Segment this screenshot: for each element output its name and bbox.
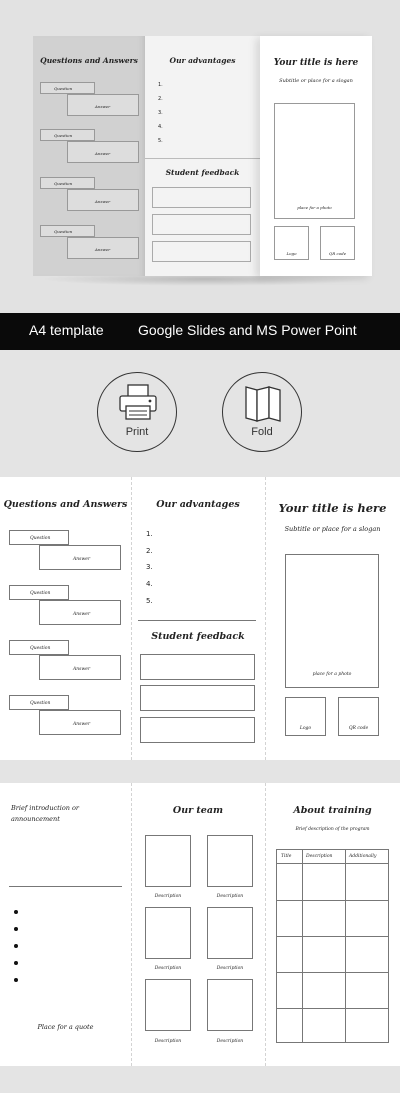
print-label: Print xyxy=(125,426,149,438)
print-badge xyxy=(97,372,177,452)
trifold-icon xyxy=(242,383,284,423)
apps-label: Google Slides and MS Power Point xyxy=(138,322,357,338)
training-subtitle: Brief description of the program xyxy=(295,827,370,832)
mockup-question-box: Question xyxy=(40,225,95,237)
intro-title: Brief introduction or announcement xyxy=(11,804,80,823)
mockup-answer-box: Answer xyxy=(67,94,139,116)
photo-frame xyxy=(285,554,379,688)
logo-frame xyxy=(285,697,326,736)
table-row-line xyxy=(277,1008,388,1009)
table-row-line xyxy=(277,900,388,901)
mockup-question-box: Question xyxy=(40,177,95,189)
outside-sheet xyxy=(0,477,400,760)
cover-title: Your title is here xyxy=(278,501,387,515)
team-title: Our team xyxy=(172,805,224,816)
table-row-line xyxy=(277,972,388,973)
qa-title: Questions and Answers xyxy=(3,499,128,510)
mockup-cover-subtitle: Subtitle or place for a slogan xyxy=(279,78,353,84)
answer-box: Answer xyxy=(39,710,121,735)
advantage-number: 1. xyxy=(146,530,153,538)
advantage-number: 5. xyxy=(146,597,153,605)
question-box: Question xyxy=(9,585,69,600)
qr-label: QR code xyxy=(348,726,369,731)
mockup-advantage-number: 2. xyxy=(158,96,163,102)
advantage-number: 3. xyxy=(146,563,153,571)
advantages-title: Our advantages xyxy=(156,499,240,510)
table-header-cell: Description xyxy=(306,854,333,859)
mockup-panel-advantages xyxy=(145,36,260,276)
mockup-photo-label: place for a photo xyxy=(297,205,332,210)
mockup-question-box: Question xyxy=(40,129,95,141)
answer-box: Answer xyxy=(39,600,121,625)
fold-line xyxy=(265,477,266,760)
advantage-number: 2. xyxy=(146,547,153,555)
fold-line xyxy=(131,477,132,760)
mockup-cover-title: Your title is here xyxy=(273,58,359,68)
team-description: Description xyxy=(216,894,244,899)
mockup-photo-frame xyxy=(274,103,355,219)
team-photo xyxy=(207,907,253,959)
photo-label: place for a photo xyxy=(312,672,352,677)
bullet-point xyxy=(14,927,18,931)
question-box: Question xyxy=(9,530,69,545)
team-photo xyxy=(145,907,191,959)
mockup-advantage-number: 3. xyxy=(158,110,163,116)
icons-section xyxy=(0,350,400,450)
table-column-line xyxy=(345,850,346,1042)
mockup-feedback-box xyxy=(152,187,251,208)
bullet-point xyxy=(14,910,18,914)
intro-divider xyxy=(9,886,122,887)
quote-label: Place for a quote xyxy=(37,1023,94,1031)
team-photo xyxy=(207,979,253,1031)
table-header-cell: Title xyxy=(281,854,292,859)
mockup-logo-label: Logo xyxy=(286,251,297,256)
bullet-point xyxy=(14,978,18,982)
team-description: Description xyxy=(216,1039,244,1044)
mockup-panel-cover xyxy=(260,36,372,276)
mockup-advantage-number: 5. xyxy=(158,138,163,144)
mockup-answer-box: Answer xyxy=(67,141,139,163)
mockup-feedback-box xyxy=(152,214,251,235)
feedback-box xyxy=(140,654,255,680)
answer-box: Answer xyxy=(39,655,121,680)
fold-badge xyxy=(222,372,302,452)
template-label: A4 template xyxy=(29,322,104,338)
advantage-number: 4. xyxy=(146,580,153,588)
team-description: Description xyxy=(154,966,182,971)
logo-label: Logo xyxy=(299,726,312,731)
mockup-feedback-box xyxy=(152,241,251,262)
mockup-logo-frame xyxy=(274,226,309,260)
bullet-point xyxy=(14,961,18,965)
mockup-advantages-title: Our advantages xyxy=(169,56,236,65)
fold-label: Fold xyxy=(251,426,273,438)
mockup-feedback-title: Student feedback xyxy=(165,168,240,177)
printer-icon xyxy=(117,383,159,423)
team-photo xyxy=(207,835,253,887)
mockup-divider xyxy=(145,158,260,159)
training-title: About training xyxy=(293,805,372,816)
mockup-qr-label: QR code xyxy=(328,251,347,256)
mockup-answer-box: Answer xyxy=(67,189,139,211)
team-description: Description xyxy=(216,966,244,971)
brochure-mockup xyxy=(0,0,400,313)
program-table xyxy=(276,849,389,1043)
team-description: Description xyxy=(154,1039,182,1044)
table-row-line xyxy=(277,936,388,937)
fold-line xyxy=(131,783,132,1066)
mockup-answer-box: Answer xyxy=(67,237,139,259)
mockup-qr-frame xyxy=(320,226,355,260)
team-description: Description xyxy=(154,894,182,899)
divider-line xyxy=(138,620,256,621)
question-box: Question xyxy=(9,640,69,655)
question-box: Question xyxy=(9,695,69,710)
inside-sheet xyxy=(0,783,400,1066)
bullet-point xyxy=(14,944,18,948)
table-row-line xyxy=(277,863,388,864)
cover-subtitle: Subtitle or place for a slogan xyxy=(284,525,381,533)
format-banner xyxy=(0,313,400,350)
mockup-qa-title: Questions and Answers xyxy=(40,56,138,65)
feedback-box xyxy=(140,717,255,743)
table-column-line xyxy=(302,850,303,1042)
answer-box: Answer xyxy=(39,545,121,570)
team-photo xyxy=(145,979,191,1031)
fold-line xyxy=(265,783,266,1066)
mockup-advantage-number: 4. xyxy=(158,124,163,130)
mockup-panel-qa xyxy=(33,36,145,276)
mockup-question-box: Question xyxy=(40,82,95,94)
team-photo xyxy=(145,835,191,887)
table-header-cell: Additionally xyxy=(349,854,377,859)
feedback-box xyxy=(140,685,255,711)
mockup-advantage-number: 1. xyxy=(158,82,163,88)
feedback-title: Student feedback xyxy=(151,631,245,642)
qr-frame xyxy=(338,697,379,736)
